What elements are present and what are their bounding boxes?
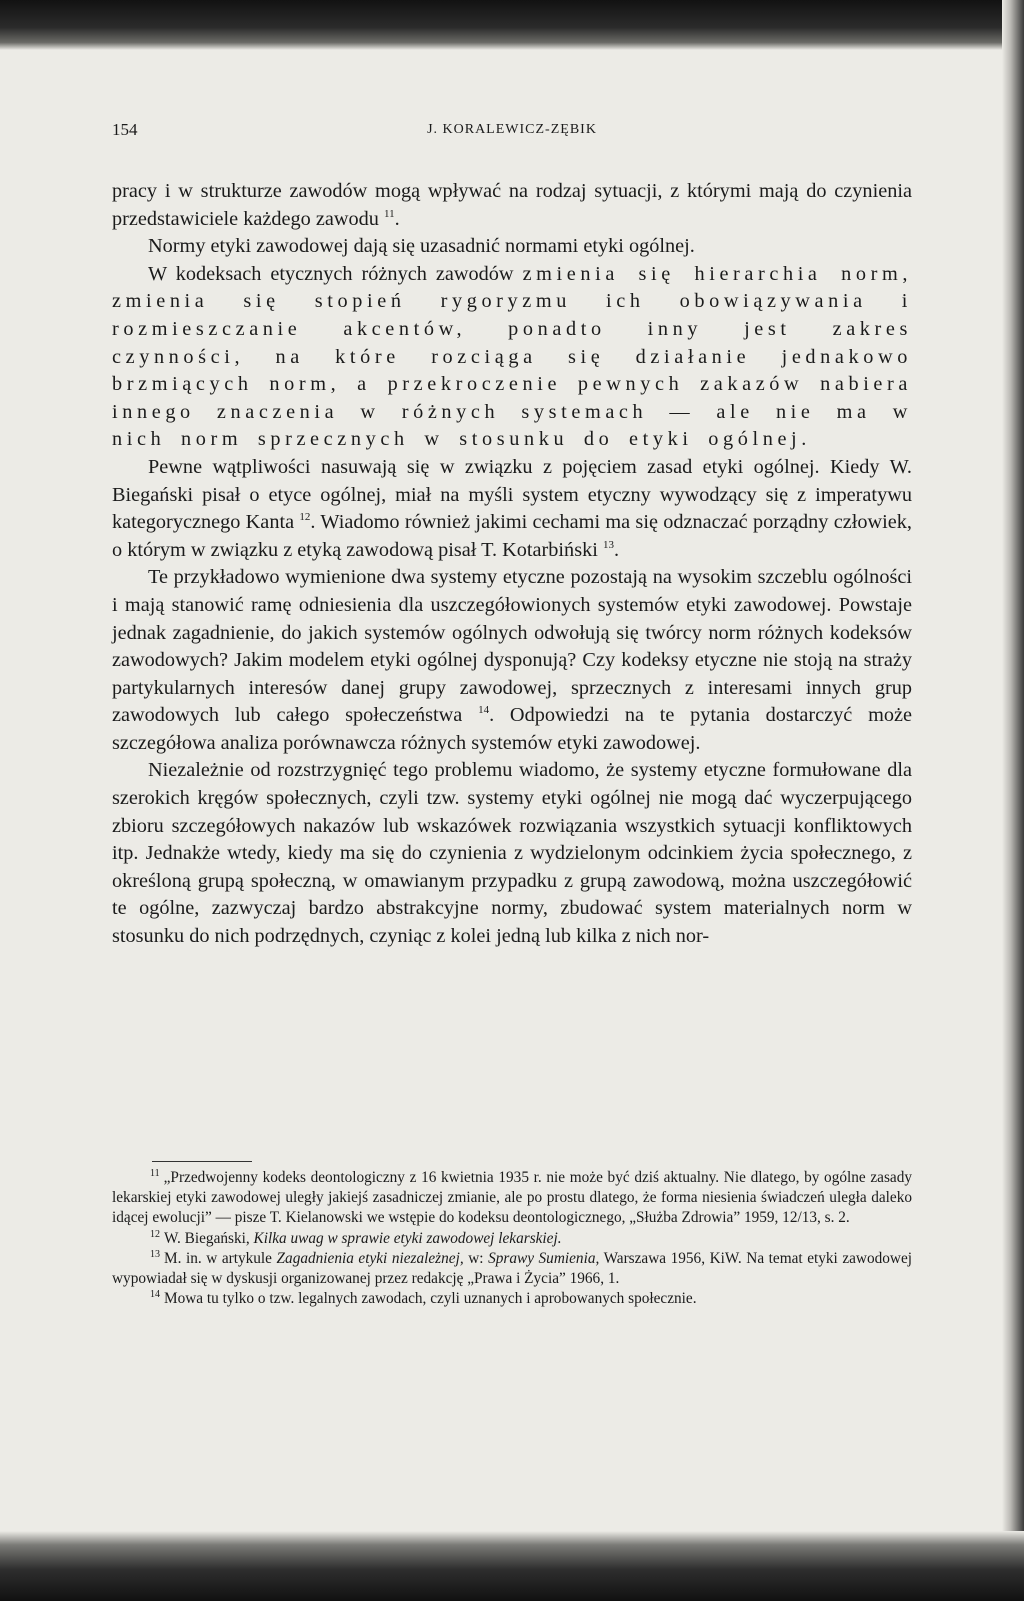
- paragraph-5: Te przykładowo wymienione dwa systemy etyczne pozostają na wysokim szczeblu ogólności i mają stanowić ramę odniesienia dla uszczegółowionych systemów etyki zawodowej. Powstaje jednak zagadnienie, do jakich systemów ogólnych odwołują się twórcy norm różnych kodeksów zawodowych? Jakim modelem etyki ogólnej dysponują? Czy kodeksy etyczne nie stoją na straży partykularnych interesów danej grupy zawodowej, sprzecznych z interesami innych grup zawodowych lub całego społeczeństwa $^{14}$. Odpowiedzi na te pytania dostarczyć może szczegółowa analiza porównawcza różnych systemów etyki zawodowej.: [112, 566, 913, 754]
- footnote-ref-14[interactable]: 14: [478, 704, 490, 717]
- emphasized-spaced-text: zmienia się hierarchia norm, zmienia się stopień rygoryzmu ich obowiązywania i rozmieszczanie akcentów, ponadto inny jest zakres czynności, na które rozciąga się działanie jednakowo brzmiących norm, a przekroczenie pewnych zakazów nabiera innego znaczenia w różnych systemach — ale nie ma w nich norm sprzecznych w stosunku do etyki ogólnej.: [112, 262, 913, 451]
- footnote-ref-12[interactable]: 12: [299, 511, 311, 524]
- body-text: [112, 178, 912, 951]
- footnotes: [112, 1168, 912, 1309]
- footnote-number: 14: [150, 1289, 160, 1301]
- paragraph-1: pracy i w strukturze zawodów mogą wpływać na rodzaj sytuacji, z którymi mają do czynienia przedstawiciele każdego zawodu $^{11}$.: [112, 180, 912, 230]
- scan-right-edge: [1002, 0, 1024, 1601]
- footnote-11: $^{11}$ „Przedwojenny kodeks deontologiczny z 16 kwietnia 1935 r. nie może być dziś aktualny. Nie dlatego, by ogólne zasady lekarskiej etyki zawodowej uległy jakiejś zasadniczej zmianie, ale po prostu dlatego, że forma niesienia świadczeń uległa daleko idącej ewolucji” — pisze T. Kielanowski we wstępie do kodeksu deontologicznego, „Służba Zdrowia” 1959, 12/13, s. 2.: [112, 1167, 912, 1227]
- footnote-divider: [152, 1161, 252, 1162]
- scan-top-edge: [0, 0, 1024, 50]
- footnote-number: 13: [150, 1248, 160, 1260]
- footnote-ref-11[interactable]: 11: [383, 207, 395, 220]
- footnote-ref-13[interactable]: 13: [602, 538, 614, 551]
- footnote-title: Zagadnienia etyki niezależnej,: [276, 1249, 464, 1267]
- footnote-13: $^{13}$ M. in. w artykule Zagadnienia etyki niezależnej, w: Sprawy Sumienia, Warszawa 1956, KiW. Na temat etyki zawodowej wypowiadał się w dyskusji organizowanej przez redakcję „Prawa i Życia” 1966, 1.: [112, 1248, 912, 1288]
- paragraph-2: Normy etyki zawodowej dają się uzasadnić normami etyki ogólnej.: [148, 235, 695, 258]
- footnote-title: Sprawy Sumienia,: [488, 1249, 600, 1267]
- footnote-title: Kilka uwag w sprawie etyki zawodowej lekarskiej.: [253, 1229, 562, 1247]
- footnote-number: 12: [150, 1228, 160, 1240]
- paragraph-3: W kodeksach etycznych różnych zawodów zmienia się hierarchia norm, zmienia się stopień rygoryzmu ich obowiązywania i rozmieszczanie akcentów, ponadto inny jest zakres czynności, na które rozciąga się działanie jednakowo brzmiących norm, a przekroczenie pewnych zakazów nabiera innego znaczenia w różnych systemach — ale nie ma w nich norm sprzecznych w stosunku do etyki ogólnej.: [112, 262, 913, 451]
- paragraph-4: Pewne wątpliwości nasuwają się w związku z pojęciem zasad etyki ogólnej. Kiedy W. Biegański pisał o etyce ogólnej, miał na myśli system etyczny wywodzący się z imperatywu kategorycznego Kanta $^{12}$. Wiadomo również jakimi cechami ma się odznaczać porządny człowiek, o którym w związku z etyką zawodową pisał T. Kotarbiński $^{13}$.: [112, 455, 912, 561]
- footnote-12: $^{12}$ W. Biegański, Kilka uwag w sprawie etyki zawodowej lekarskiej.: [150, 1228, 562, 1247]
- footnote-14: $^{14}$ Mowa tu tylko o tzw. legalnych zawodach, czyli uznanych i aprobowanych społecznie.: [150, 1289, 697, 1308]
- running-title: J. KORALEWICZ-ZĘBIK: [427, 122, 597, 137]
- page-number: 154: [112, 120, 138, 139]
- page-header: [112, 120, 912, 144]
- scan-bottom-edge: [0, 1531, 1024, 1601]
- footnote-number: 11: [150, 1167, 160, 1179]
- paragraph-6: Niezależnie od rozstrzygnięć tego problemu wiadomo, że systemy etyczne formułowane dla szerokich kręgów społecznych, czyli tzw. systemy etyki ogólnej nie mogą dać wyczerpującego zbioru szczegółowych nakazów lub wskazówek rozwiązania wszystkich sytuacji konfliktowych itp. Jednakże wtedy, kiedy ma się do czynienia z wydzielonym odcinkiem życia społecznego, z określoną grupą społeczną, w omawianym przypadku z grupą zawodową, można uszczegółowić te ogólne, zazwyczaj bardzo abstrakcyjne normy, zbudować system materialnych norm w stosunku do nich podrzędnych, czyniąc z kolei jedną lub kilka z nich nor-: [112, 759, 912, 948]
